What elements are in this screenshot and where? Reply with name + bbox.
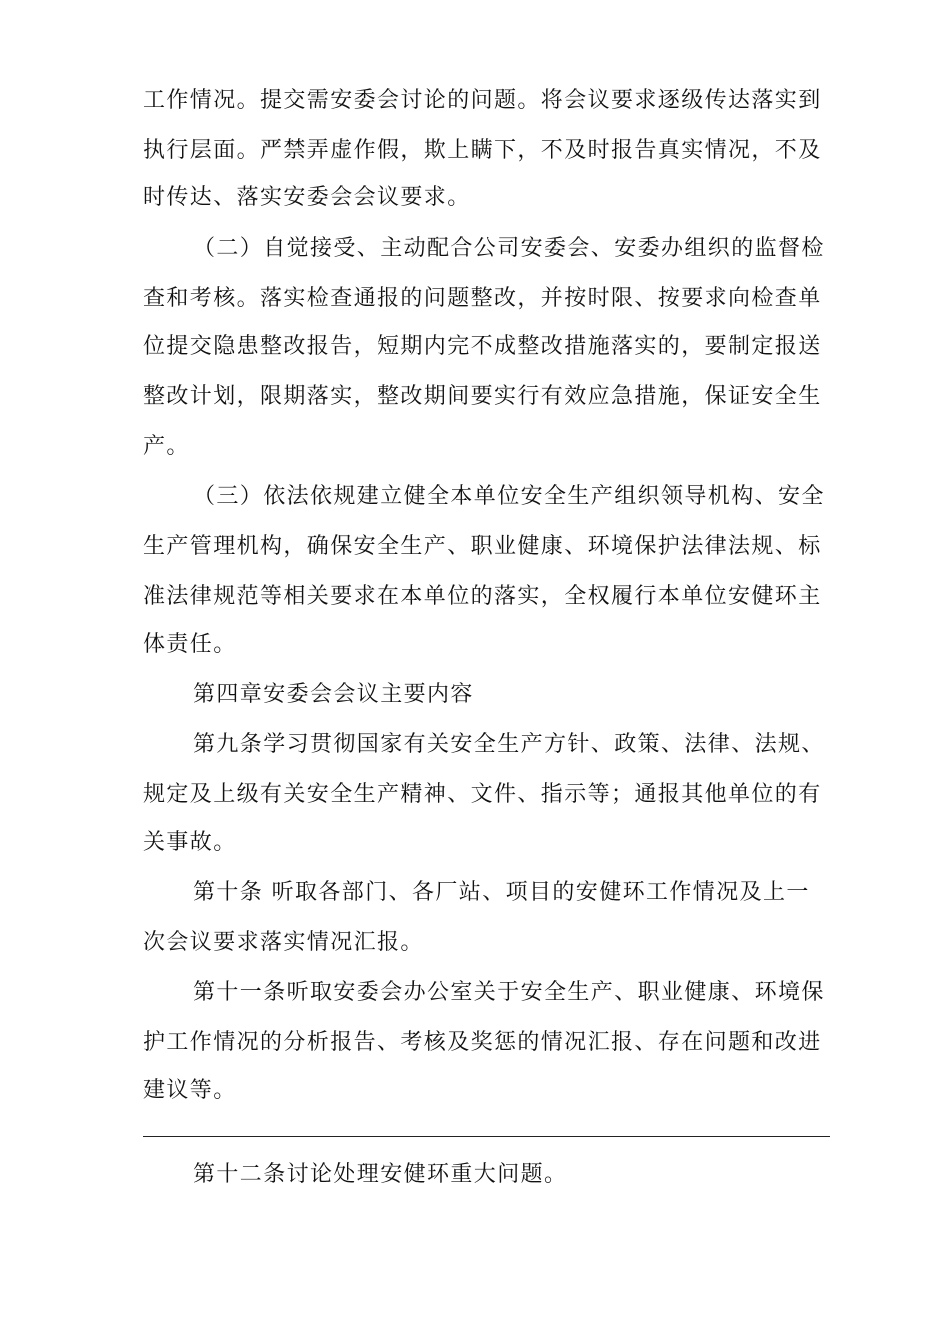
horizontal-divider: [143, 1136, 830, 1137]
text-line: 执行层面。严禁弄虚作假，欺上瞒下，不及时报告真实情况，不及: [143, 138, 822, 163]
text-line: 准法律规范等相关要求在本单位的落实，全权履行本单位安健环主: [143, 584, 822, 609]
text-line: 位提交隐患整改报告，短期内完不成整改措施落实的，要制定报送: [143, 334, 822, 359]
text-line: 第十条 听取各部门、各厂站、项目的安健环工作情况及上一: [193, 880, 810, 905]
text-line: 第十二条讨论处理安健环重大问题。: [193, 1162, 568, 1187]
text-line: 护工作情况的分析报告、考核及奖惩的情况汇报、存在问题和改进: [143, 1030, 822, 1055]
text-line: 工作情况。提交需安委会讨论的问题。将会议要求逐级传达落实到: [143, 88, 822, 113]
text-line: 建议等。: [143, 1078, 237, 1103]
text-line: 次会议要求落实情况汇报。: [143, 930, 424, 955]
chapter-heading: 第四章安委会会议主要内容: [193, 682, 474, 707]
text-line: 生产管理机构，确保安全生产、职业健康、环境保护法律法规、标: [143, 534, 822, 559]
text-line: 体责任。: [143, 632, 237, 657]
text-line: 整改计划，限期落实，整改期间要实行有效应急措施，保证安全生: [143, 384, 822, 409]
text-line: 关事故。: [143, 830, 237, 855]
text-line: （三）依法依规建立健全本单位安全生产组织领导机构、安全: [193, 484, 825, 509]
text-line: 产。: [143, 434, 190, 459]
text-line: 第九条学习贯彻国家有关安全生产方针、政策、法律、法规、: [193, 732, 825, 757]
text-line: 查和考核。落实检查通报的问题整改，并按时限、按要求向检查单: [143, 286, 822, 311]
text-line: （二）自觉接受、主动配合公司安委会、安委办组织的监督检: [193, 236, 825, 261]
text-line: 第十一条听取安委会办公室关于安全生产、职业健康、环境保: [193, 980, 825, 1005]
text-line: 时传达、落实安委会会议要求。: [143, 185, 471, 210]
text-line: 规定及上级有关安全生产精神、文件、指示等；通报其他单位的有: [143, 782, 822, 807]
